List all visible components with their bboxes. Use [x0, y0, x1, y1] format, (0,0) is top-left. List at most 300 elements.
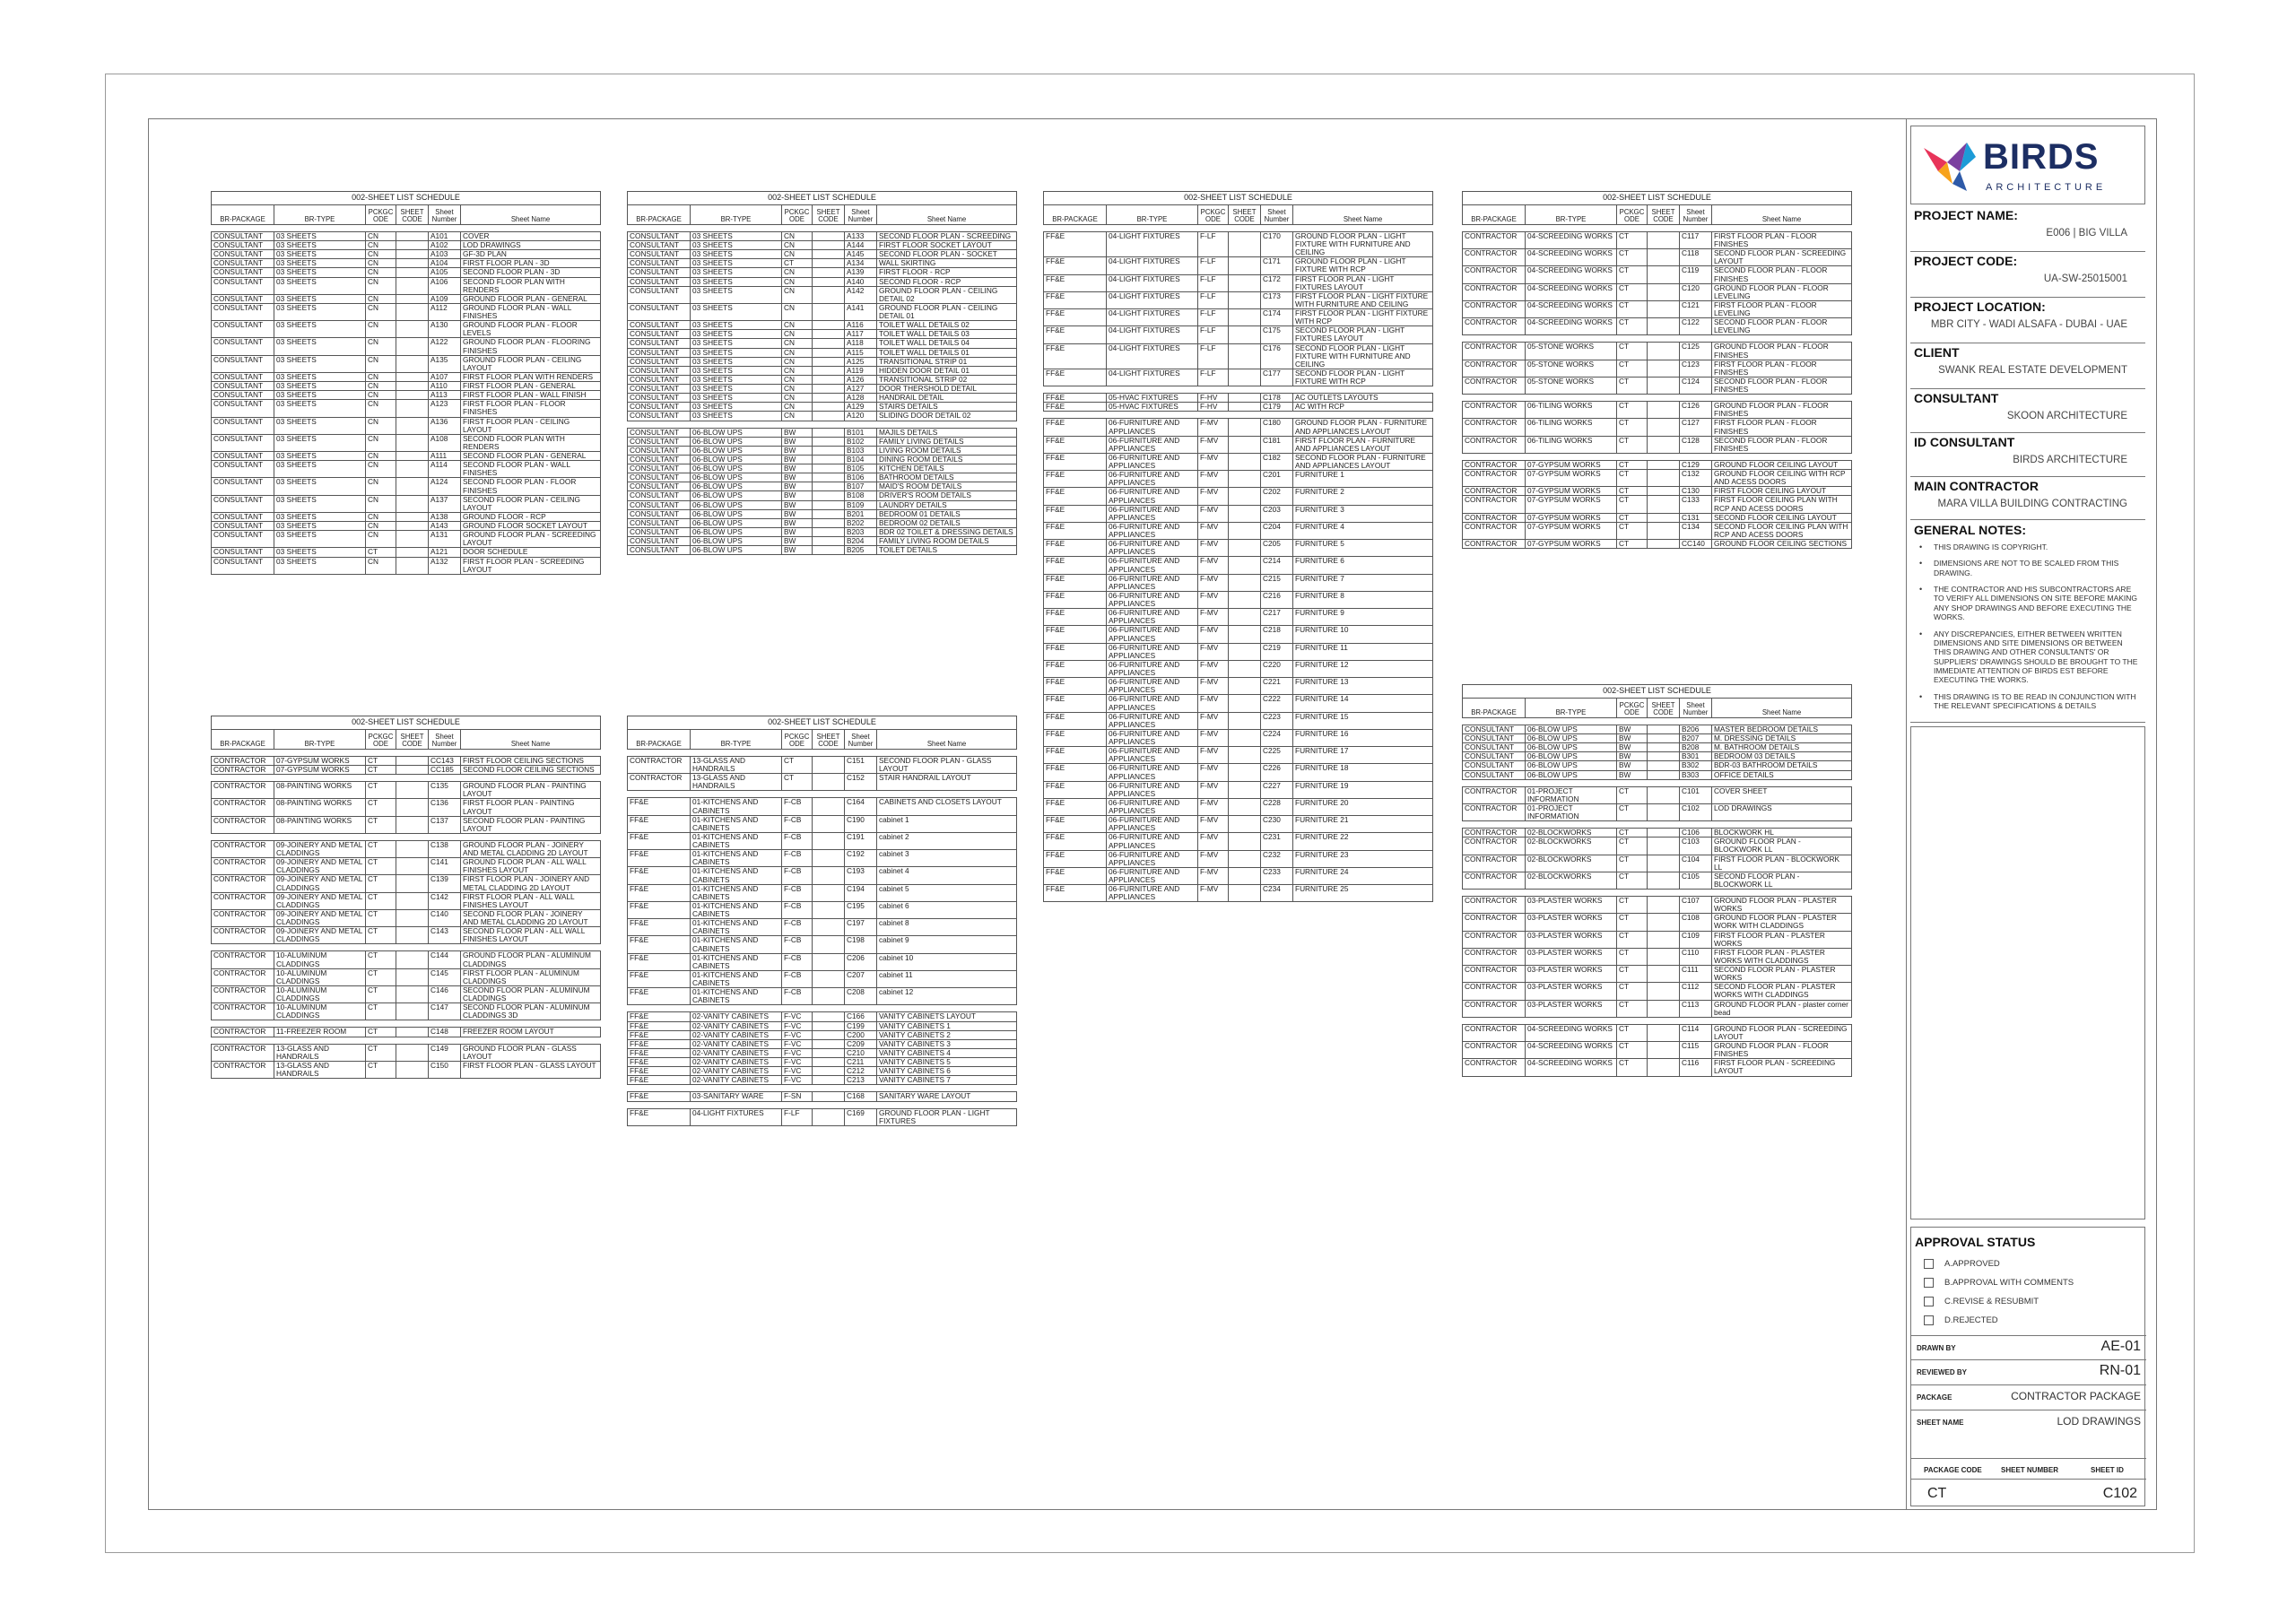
table-cell: DRIVER'S ROOM DETAILS — [877, 491, 1017, 500]
table-cell: A112 — [429, 303, 461, 320]
table-cell: CT — [1617, 513, 1648, 522]
table-cell: 07-GYPSUM WORKS — [1526, 496, 1617, 513]
approval-option-label: C.REVISE & RESUBMIT — [1944, 1297, 2039, 1306]
table-cell: CONTRACTOR — [1463, 360, 1526, 377]
table-cell: B201 — [845, 509, 877, 518]
table-cell: A101 — [429, 231, 461, 240]
table-cell: CN — [366, 259, 396, 268]
column-header: BR-PACKAGE — [1044, 204, 1107, 224]
group-spacer — [1463, 821, 1852, 829]
table-cell: SECOND FLOOR CEILING PLAN WITH RCP AND ACESS DOORS — [1712, 522, 1852, 539]
table-row — [212, 548, 601, 557]
table-cell: A111 — [429, 452, 461, 461]
table-row — [628, 832, 1017, 849]
project-field — [1910, 479, 2145, 520]
table-cell — [1648, 752, 1680, 761]
table-cell — [1229, 764, 1261, 781]
column-header: PCKGCODE — [1617, 204, 1648, 224]
table-cell: FF&E — [628, 1058, 691, 1067]
table-cell: C225 — [1261, 747, 1293, 764]
table-cell: CONSULTANT — [1463, 734, 1526, 743]
table-cell: CN — [366, 231, 396, 240]
table-cell: C204 — [1261, 522, 1293, 539]
table-cell: FF&E — [628, 1048, 691, 1057]
approval-option[interactable] — [1924, 1273, 2144, 1292]
table-cell: F-CB — [782, 798, 813, 815]
group-spacer — [1463, 890, 1852, 897]
table-cell — [1648, 513, 1680, 522]
group-spacer — [1044, 412, 1433, 419]
project-field — [1910, 391, 2145, 433]
table-row — [628, 1030, 1017, 1039]
column-header: PCKGCODE — [366, 729, 396, 749]
table-cell: 09-JOINERY AND METAL CLADDINGS — [274, 927, 366, 944]
table-cell: C137 — [429, 816, 461, 833]
table-cell: GROUND FLOOR PLAN - CEILING DETAIL 01 — [877, 303, 1017, 320]
table-cell: 01-KITCHENS AND CABINETS — [691, 901, 782, 918]
table-cell: 06-BLOW UPS — [1526, 761, 1617, 770]
table-cell — [813, 774, 845, 791]
table-cell — [1229, 274, 1261, 291]
table-cell: CONSULTANT — [212, 391, 274, 400]
table-cell: FF&E — [628, 850, 691, 867]
table-cell: FURNITURE 19 — [1293, 781, 1433, 798]
table-cell: F-LF — [1198, 274, 1229, 291]
table-cell: 04-LIGHT FIXTURES — [691, 1108, 782, 1125]
table-cell: CT — [782, 756, 813, 773]
table-cell: CABINETS AND CLOSETS LAYOUT — [877, 798, 1017, 815]
table-cell: CN — [366, 303, 396, 320]
table-row — [628, 464, 1017, 473]
table-cell: F-MV — [1198, 712, 1229, 729]
table-cell: CT — [1617, 487, 1648, 496]
table-cell: CT — [1617, 948, 1648, 965]
table-cell: C108 — [1680, 914, 1712, 931]
table-cell: F-VC — [782, 1021, 813, 1030]
checkbox[interactable] — [1924, 1297, 1934, 1306]
table-cell: CN — [366, 417, 396, 434]
table-cell — [1648, 1000, 1680, 1017]
table-cell: 03 SHEETS — [691, 277, 782, 286]
table-row — [212, 985, 601, 1002]
group-spacer — [1463, 335, 1852, 343]
blank-box — [1910, 726, 2145, 1219]
table-cell: CONSULTANT — [628, 303, 691, 320]
table-cell — [396, 294, 429, 303]
table-cell: BW — [782, 537, 813, 546]
table-cell: DOOR THERSHOLD DETAIL — [877, 385, 1017, 394]
table-cell — [396, 875, 429, 892]
table-cell: 06-FURNITURE AND APPLIANCES — [1107, 712, 1198, 729]
table-cell: CT — [1617, 1042, 1648, 1059]
table-row — [1044, 369, 1433, 386]
table-row — [1463, 419, 1852, 436]
table-cell: C199 — [845, 1021, 877, 1030]
table-cell — [396, 321, 429, 338]
table-cell: 06-FURNITURE AND APPLIANCES — [1107, 471, 1198, 488]
column-header: BR-TYPE — [1107, 204, 1198, 224]
table-cell: 06-BLOW UPS — [691, 446, 782, 455]
table-cell: FURNITURE 15 — [1293, 712, 1433, 729]
table-cell — [1229, 729, 1261, 746]
column-header: SHEET CODE — [396, 729, 429, 749]
table-cell: A134 — [845, 259, 877, 268]
table-cell: 03 SHEETS — [274, 268, 366, 277]
table-cell: 06-FURNITURE AND APPLIANCES — [1107, 729, 1198, 746]
table-row — [1044, 522, 1433, 539]
table-cell: C193 — [845, 867, 877, 884]
table-cell: CONSULTANT — [628, 455, 691, 464]
table-cell: SECOND FLOOR PLAN - WALL FINISHES — [461, 461, 601, 478]
table-cell: BW — [1617, 770, 1648, 779]
schedule-title: 002-SHEET LIST SCHEDULE — [212, 192, 601, 205]
approval-option[interactable] — [1924, 1292, 2144, 1311]
table-row — [212, 250, 601, 259]
table-cell: CT — [366, 799, 396, 816]
table-cell: FF&E — [1044, 609, 1107, 626]
table-cell: CN — [782, 348, 813, 357]
table-cell: 07-GYPSUM WORKS — [1526, 540, 1617, 549]
approval-option[interactable] — [1924, 1311, 2144, 1330]
table-cell: CONTRACTOR — [1463, 540, 1526, 549]
table-row — [1463, 983, 1852, 1000]
package-row — [1911, 1385, 2146, 1410]
table-row — [1463, 283, 1852, 300]
table-cell: 09-JOINERY AND METAL CLADDINGS — [274, 840, 366, 857]
table-cell: 06-FURNITURE AND APPLIANCES — [1107, 850, 1198, 867]
table-cell: FIRST FLOOR PLAN - LIGHT FIXTURE WITH FURNITURE AND CEILING — [1293, 291, 1433, 308]
table-cell: CONSULTANT — [212, 452, 274, 461]
table-cell: 06-FURNITURE AND APPLIANCES — [1107, 798, 1198, 815]
approval-option[interactable] — [1924, 1254, 2144, 1273]
table-cell — [1229, 643, 1261, 660]
table-row — [628, 491, 1017, 500]
table-cell: A105 — [429, 268, 461, 277]
table-cell — [813, 437, 845, 446]
table-row — [212, 766, 601, 775]
table-cell: 03 SHEETS — [691, 330, 782, 339]
group-spacer — [212, 1020, 601, 1028]
table-cell: CONTRACTOR — [212, 968, 274, 985]
table-cell: FF&E — [1044, 540, 1107, 557]
table-cell: SECOND FLOOR PLAN - PLASTER WORKS — [1712, 966, 1852, 983]
table-cell: C144 — [429, 951, 461, 968]
table-cell: B208 — [1680, 743, 1712, 752]
table-cell: MASTER BEDROOM DETAILS — [1712, 725, 1852, 733]
table-cell — [1648, 931, 1680, 948]
table-cell: CN — [782, 385, 813, 394]
table-row — [628, 1021, 1017, 1030]
drawn-by-row — [1911, 1335, 2146, 1360]
table-row — [212, 400, 601, 417]
table-cell — [1648, 249, 1680, 266]
sheet-name-value: LOD DRAWINGS — [2057, 1415, 2141, 1428]
table-cell: FF&E — [1044, 729, 1107, 746]
table-cell — [1229, 394, 1261, 403]
table-cell: C148 — [429, 1028, 461, 1037]
table-cell: C135 — [429, 782, 461, 799]
table-cell: F-MV — [1198, 436, 1229, 453]
table-cell: CONTRACTOR — [212, 756, 274, 765]
table-row — [1463, 743, 1852, 752]
table-cell — [813, 756, 845, 773]
table-cell: CT — [366, 892, 396, 909]
table-row — [1463, 1024, 1852, 1041]
table-cell: F-MV — [1198, 505, 1229, 522]
table-cell: GROUND FLOOR PLAN - FLOOR FINISHES — [1712, 1042, 1852, 1059]
table-cell: CONTRACTOR — [1463, 829, 1526, 838]
table-cell: 06-FURNITURE AND APPLIANCES — [1107, 488, 1198, 505]
checkbox[interactable] — [1924, 1278, 1934, 1288]
table-cell: CN — [782, 366, 813, 375]
table-cell: C233 — [1261, 867, 1293, 884]
table-cell — [1229, 436, 1261, 453]
table-cell: GROUND FLOOR PLAN - FLOORING FINISHES — [461, 338, 601, 355]
table-row — [212, 1044, 601, 1061]
table-cell: 08-PAINTING WORKS — [274, 799, 366, 816]
table-row — [1463, 838, 1852, 855]
group-spacer — [212, 833, 601, 840]
table-row — [1044, 403, 1433, 412]
table-cell — [396, 478, 429, 495]
reviewed-by-row — [1911, 1360, 2146, 1385]
table-cell: CT — [1617, 419, 1648, 436]
table-cell: A110 — [429, 382, 461, 391]
table-cell: FF&E — [1044, 678, 1107, 695]
table-cell — [1648, 496, 1680, 513]
table-cell: CONTRACTOR — [212, 1003, 274, 1020]
group-spacer — [628, 1005, 1017, 1012]
table-row — [212, 951, 601, 968]
table-cell: C104 — [1680, 855, 1712, 872]
table-cell: CT — [1617, 966, 1648, 983]
table-cell: C133 — [1680, 496, 1712, 513]
table-cell — [396, 1044, 429, 1061]
table-row — [628, 867, 1017, 884]
table-cell: C219 — [1261, 643, 1293, 660]
table-cell: A143 — [429, 522, 461, 531]
table-cell: TOILET WALL DETAILS 01 — [877, 348, 1017, 357]
table-row — [1463, 496, 1852, 513]
table-row — [1463, 931, 1852, 948]
table-row — [628, 901, 1017, 918]
table-cell: CONTRACTOR — [212, 1061, 274, 1078]
table-cell: FF&E — [1044, 660, 1107, 677]
schedule-title: 002-SHEET LIST SCHEDULE — [1044, 192, 1433, 205]
table-cell — [1648, 838, 1680, 855]
table-cell: CONSULTANT — [212, 512, 274, 521]
table-cell: FURNITURE 6 — [1293, 557, 1433, 574]
table-cell: CT — [1617, 318, 1648, 335]
table-row — [1463, 948, 1852, 965]
table-cell: VANITY CABINETS 3 — [877, 1039, 1017, 1048]
note-item: • THIS DRAWING IS COPYRIGHT. — [1919, 542, 2140, 551]
checkbox[interactable] — [1924, 1315, 1934, 1325]
table-cell — [396, 968, 429, 985]
table-cell: 03 SHEETS — [691, 339, 782, 348]
table-cell: A103 — [429, 250, 461, 259]
table-cell: 13-GLASS AND HANDRAILS — [691, 774, 782, 791]
table-cell: F-CB — [782, 850, 813, 867]
table-cell: A125 — [845, 357, 877, 366]
table-cell: 01-KITCHENS AND CABINETS — [691, 953, 782, 970]
table-cell — [813, 428, 845, 437]
column-header: PCKGCODE — [1617, 698, 1648, 717]
table-row — [1463, 829, 1852, 838]
table-cell: 03 SHEETS — [274, 259, 366, 268]
schedule-table — [1043, 191, 1433, 902]
table-cell: SECOND FLOOR PLAN - ALUMINUM CLADDINGS 3D — [461, 1003, 601, 1020]
table-cell: 03 SHEETS — [274, 434, 366, 451]
table-cell: FIRST FLOOR PLAN - 3D — [461, 259, 601, 268]
table-row — [628, 953, 1017, 970]
table-cell: B206 — [1680, 725, 1712, 733]
project-field — [1910, 254, 2145, 298]
sheet-list-schedule-5 — [211, 716, 600, 1079]
column-header: BR-PACKAGE — [212, 204, 274, 224]
table-cell: 01-KITCHENS AND CABINETS — [691, 798, 782, 815]
table-cell: F-HV — [1198, 394, 1229, 403]
project-field — [1910, 345, 2145, 389]
table-cell — [396, 548, 429, 557]
table-cell: MAJILS DETAILS — [877, 428, 1017, 437]
table-cell: M. DRESSING DETAILS — [1712, 734, 1852, 743]
table-cell: FURNITURE 9 — [1293, 609, 1433, 626]
table-cell: SECOND FLOOR PLAN - ALUMINUM CLADDINGS — [461, 985, 601, 1002]
table-cell: CN — [366, 250, 396, 259]
table-cell: 09-JOINERY AND METAL CLADDINGS — [274, 858, 366, 875]
table-cell: A145 — [845, 250, 877, 259]
table-cell: F-MV — [1198, 660, 1229, 677]
table-cell: CN — [366, 400, 396, 417]
table-cell: 03 SHEETS — [691, 403, 782, 412]
table-cell: CN — [782, 375, 813, 384]
table-cell — [1648, 1024, 1680, 1041]
table-cell — [396, 799, 429, 816]
table-row — [212, 909, 601, 926]
table-cell: FURNITURE 22 — [1293, 833, 1433, 850]
table-row — [212, 1003, 601, 1020]
table-cell — [1648, 283, 1680, 300]
table-cell: F-CB — [782, 867, 813, 884]
table-cell: CT — [782, 774, 813, 791]
table-cell: C107 — [1680, 897, 1712, 914]
table-cell: A132 — [429, 557, 461, 574]
table-row — [212, 816, 601, 833]
table-row — [1044, 660, 1433, 677]
table-cell — [396, 338, 429, 355]
table-cell: CN — [366, 268, 396, 277]
table-cell: CT — [1617, 914, 1648, 931]
table-row — [628, 366, 1017, 375]
table-cell: GROUND FLOOR PLAN - plaster corner bead — [1712, 1000, 1852, 1017]
table-cell: C208 — [845, 988, 877, 1005]
table-cell: 01-KITCHENS AND CABINETS — [691, 832, 782, 849]
table-row — [1463, 402, 1852, 419]
table-cell: CONTRACTOR — [1463, 786, 1526, 803]
table-cell: 01-KITCHENS AND CABINETS — [691, 884, 782, 901]
table-row — [1044, 816, 1433, 833]
table-cell: FF&E — [1044, 764, 1107, 781]
table-cell: CN — [782, 241, 813, 250]
table-cell: F-HV — [1198, 403, 1229, 412]
table-cell: SECOND FLOOR CEILING SECTIONS — [461, 766, 601, 775]
table-cell: 05-HVAC FIXTURES — [1107, 394, 1198, 403]
table-row — [1463, 231, 1852, 248]
table-cell: F-MV — [1198, 471, 1229, 488]
table-cell: 03 SHEETS — [274, 250, 366, 259]
table-cell: 06-BLOW UPS — [1526, 752, 1617, 761]
table-row — [1463, 752, 1852, 761]
table-cell: cabinet 10 — [877, 953, 1017, 970]
group-spacer — [628, 791, 1017, 798]
table-cell: F-LF — [1198, 309, 1229, 326]
table-cell — [1648, 770, 1680, 779]
column-header: BR-PACKAGE — [212, 729, 274, 749]
group-spacer — [628, 1085, 1017, 1092]
table-cell: CONSULTANT — [212, 400, 274, 417]
table-cell: TOILET WALL DETAILS 02 — [877, 321, 1017, 330]
column-header: Sheet Number — [429, 204, 461, 224]
table-cell: CONTRACTOR — [1463, 496, 1526, 513]
table-cell: CONTRACTOR — [1463, 914, 1526, 931]
table-cell: C172 — [1261, 274, 1293, 291]
table-cell: CN — [366, 391, 396, 400]
table-cell: A133 — [845, 231, 877, 240]
table-cell: BW — [1617, 734, 1648, 743]
table-cell: FREEZER ROOM LAYOUT — [461, 1028, 601, 1037]
table-cell: FF&E — [1044, 488, 1107, 505]
table-cell — [1229, 816, 1261, 833]
checkbox[interactable] — [1924, 1259, 1934, 1269]
table-row — [1463, 734, 1852, 743]
table-cell: FF&E — [628, 936, 691, 953]
table-row — [1463, 966, 1852, 983]
table-row — [1463, 487, 1852, 496]
table-cell: B105 — [845, 464, 877, 473]
table-cell: C111 — [1680, 966, 1712, 983]
table-row — [1463, 770, 1852, 779]
table-cell: 03 SHEETS — [274, 531, 366, 548]
table-cell: FF&E — [628, 832, 691, 849]
table-cell: CT — [1617, 522, 1648, 539]
table-row — [628, 455, 1017, 464]
table-cell — [396, 268, 429, 277]
table-cell: CN — [366, 461, 396, 478]
table-cell: C146 — [429, 985, 461, 1002]
table-cell: 04-SCREEDING WORKS — [1526, 249, 1617, 266]
table-cell: CN — [782, 250, 813, 259]
table-cell: CT — [1617, 300, 1648, 317]
table-cell: AC OUTLETS LAYOUTS — [1293, 394, 1433, 403]
table-cell — [813, 330, 845, 339]
table-cell: 05-HVAC FIXTURES — [1107, 403, 1198, 412]
table-row — [628, 1039, 1017, 1048]
table-row — [1044, 291, 1433, 308]
table-cell: CN — [366, 355, 396, 372]
table-cell — [1648, 318, 1680, 335]
table-cell: C125 — [1680, 343, 1712, 360]
table-cell: 04-SCREEDING WORKS — [1526, 300, 1617, 317]
table-cell: FF&E — [1044, 885, 1107, 902]
table-cell: 06-FURNITURE AND APPLIANCES — [1107, 591, 1198, 608]
table-cell: CT — [1617, 931, 1648, 948]
table-cell: F-CB — [782, 936, 813, 953]
table-cell — [1648, 522, 1680, 539]
table-cell: GROUND FLOOR PLAN - FLOOR LEVELING — [1712, 283, 1852, 300]
table-cell: 03 SHEETS — [274, 391, 366, 400]
table-cell: 06-FURNITURE AND APPLIANCES — [1107, 626, 1198, 643]
